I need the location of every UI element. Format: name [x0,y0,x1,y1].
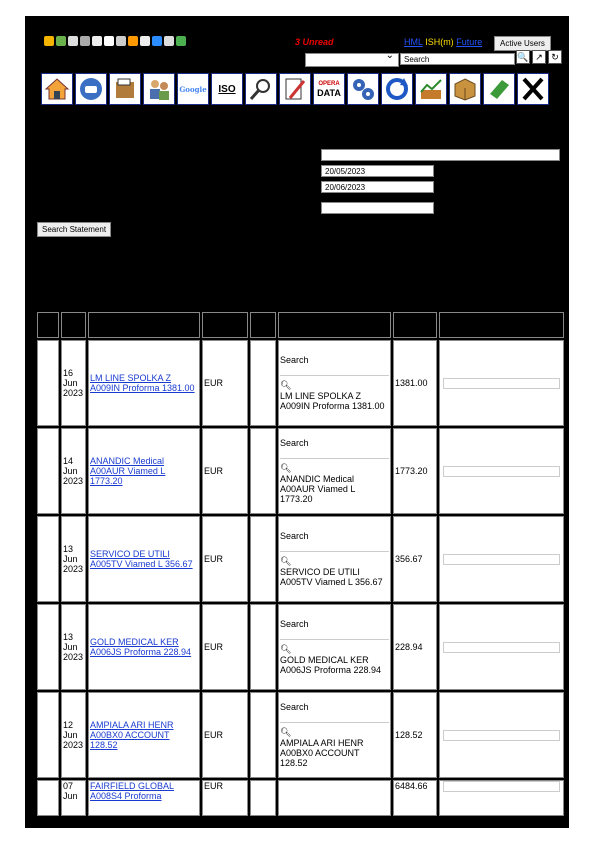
amount-cell: 1773.20 [393,428,437,514]
allocation-cell [439,780,564,816]
search-cell [278,604,391,690]
table-row [37,604,564,690]
alert-icon[interactable] [128,36,138,46]
future-link[interactable]: Future [456,37,483,47]
row-select-cell[interactable] [37,516,59,602]
book-icon[interactable] [483,73,515,105]
refresh-icon[interactable] [381,73,413,105]
row-select-cell[interactable] [37,692,59,778]
header-mini-buttons [516,50,562,64]
search-cell [278,428,391,514]
flag-cell [250,340,276,426]
flag-cell [250,692,276,778]
date-cell: 16 Jun 2023 [61,340,86,426]
amount-cell: 228.94 [393,604,437,690]
description-cell [88,516,200,602]
currency-cell: EUR [202,780,248,816]
chart-icon[interactable] [415,73,447,105]
edit-icon[interactable] [279,73,311,105]
allocation-input[interactable] [443,781,560,792]
main-toolbar [41,73,549,105]
allocation-input[interactable] [443,642,560,653]
module-select[interactable] [305,53,399,67]
doc-icon[interactable] [92,36,102,46]
amount-cell: 128.52 [393,692,437,778]
reference-input[interactable] [321,202,434,214]
col-header [250,312,276,338]
allocation-cell [439,516,564,602]
edit-mini-icon[interactable] [164,36,174,46]
search-cell [278,516,391,602]
home-icon[interactable] [41,73,73,105]
allocation-cell [439,340,564,426]
table-header [37,312,564,338]
page-icon[interactable] [104,36,114,46]
flag-cell [250,604,276,690]
flag-cell [250,516,276,602]
statement-table [35,310,566,818]
search-small-icon[interactable]: 🔍︎ [280,727,292,737]
gear-icon[interactable] [80,36,90,46]
search-cell [278,780,391,816]
allocation-input[interactable] [443,378,560,389]
search-icon[interactable]: 🔍 [517,52,529,62]
amount-cell: 356.67 [393,516,437,602]
green-icon[interactable] [176,36,186,46]
google-icon[interactable]: Google [177,73,209,105]
description-cell [88,604,200,690]
transaction-link[interactable]: LM LINE SPOLKA Z A009IN Proforma 1381.00 [90,373,195,393]
currency-cell: EUR [202,340,248,426]
match-search-field[interactable] [280,367,389,376]
search-small-icon[interactable]: 🔍︎ [280,380,292,390]
col-header [202,312,248,338]
search-cell [278,692,391,778]
refresh-mini-icon[interactable]: ↻ [548,50,562,64]
transaction-link[interactable]: SERVICO DE UTILI A005TV Viamed L 356.67 [90,549,193,569]
gears-icon[interactable] [347,73,379,105]
calendar-icon[interactable] [116,36,126,46]
external-link-icon[interactable]: ↗ [532,50,546,64]
phone-icon[interactable] [75,73,107,105]
allocation-cell [439,692,564,778]
row-select-cell[interactable] [37,428,59,514]
row-select-cell[interactable] [37,340,59,426]
transaction-link[interactable]: FAIRFIELD GLOBAL A008S4 Proforma [90,781,175,801]
search-label: Search [280,531,309,541]
date-cell: 12 Jun 2023 [61,692,86,778]
match-description: SERVICO DE UTILI A005TV Viamed L 356.67 [280,567,383,587]
table-row [37,340,564,426]
magnifier-icon[interactable] [245,73,277,105]
match-description: ANANDIC Medical A00AUR Viamed L 1773.20 [280,474,356,504]
date-from-input[interactable]: 20/05/2023 [321,165,434,177]
iso-icon[interactable]: ISO [211,73,243,105]
description-cell [88,780,200,816]
check-icon[interactable] [68,36,78,46]
users-icon[interactable] [143,73,175,105]
search-label: Search [280,702,309,712]
allocation-input[interactable] [443,730,560,741]
transaction-link[interactable]: GOLD MEDICAL KER A006JS Proforma 228.94 [90,637,192,657]
unread-count[interactable]: 3 Unread [295,37,334,47]
files-icon[interactable] [109,73,141,105]
transaction-link[interactable]: ANANDIC Medical A00AUR Viamed L 1773.20 [90,456,166,486]
quick-icons [44,36,186,46]
search-small-icon[interactable]: 🔍︎ [280,556,292,566]
col-header [61,312,86,338]
ish-link[interactable]: ISH(m) [425,37,454,47]
description-cell [88,340,200,426]
table-row [37,692,564,778]
date-cell: 13 Jun 2023 [61,516,86,602]
mail-icon[interactable] [140,36,150,46]
transaction-link[interactable]: AMPIALA ARI HENR A00BX0 ACCOUNT 128.52 [90,720,174,750]
search-statement-button[interactable]: Search Statement [37,222,111,237]
match-description: AMPIALA ARI HENR A00BX0 ACCOUNT 128.52 [280,738,364,768]
currency-cell: EUR [202,692,248,778]
allocation-input[interactable] [443,466,560,477]
match-search-field[interactable] [280,450,389,459]
date-cell: 07 Jun [61,780,86,816]
date-cell: 14 Jun 2023 [61,428,86,514]
col-header [439,312,564,338]
search-small-icon[interactable]: 🔍︎ [280,463,292,473]
search-input[interactable]: Search [400,53,515,65]
currency-cell: EUR [202,516,248,602]
match-description: LM LINE SPOLKA Z A009IN Proforma 1381.00 [280,391,385,411]
star-icon[interactable] [44,36,54,46]
close-icon[interactable] [517,73,549,105]
match-search-field[interactable] [280,543,389,552]
match-search-field[interactable] [280,631,389,640]
col-header [393,312,437,338]
flag-cell [250,780,276,816]
table-row [37,428,564,514]
search-label: Search [280,619,309,629]
package-icon[interactable] [449,73,481,105]
col-header [278,312,391,338]
description-cell [88,692,200,778]
match-search-field[interactable] [280,714,389,723]
table-row [37,780,564,816]
flag-cell [250,428,276,514]
search-cell [278,340,391,426]
match-description: GOLD MEDICAL KER A006JS Proforma 228.94 [280,655,382,675]
currency-cell: EUR [202,604,248,690]
col-header [37,312,59,338]
filter-text-input[interactable] [321,149,560,161]
info-icon[interactable] [152,36,162,46]
date-to-input[interactable]: 20/06/2023 [321,181,434,193]
allocation-cell [439,428,564,514]
top-links [404,37,482,47]
allocation-cell [439,604,564,690]
table-row [37,516,564,602]
col-header [88,312,200,338]
description-cell [88,428,200,514]
row-select-cell[interactable] [37,604,59,690]
date-cell: 13 Jun 2023 [61,604,86,690]
search-small-icon[interactable]: 🔍︎ [280,644,292,654]
currency-cell: EUR [202,428,248,514]
row-select-cell[interactable] [37,780,59,816]
active-users-button[interactable]: Active Users [494,36,551,51]
amount-cell: 6484.66 [393,780,437,816]
search-label: Search [280,438,309,448]
amount-cell: 1381.00 [393,340,437,426]
opera-data-icon[interactable]: OPERA DATA [313,73,345,105]
tree-icon[interactable] [56,36,66,46]
search-label: Search [280,355,309,365]
allocation-input[interactable] [443,554,560,565]
hml-link[interactable]: HML [404,37,423,47]
